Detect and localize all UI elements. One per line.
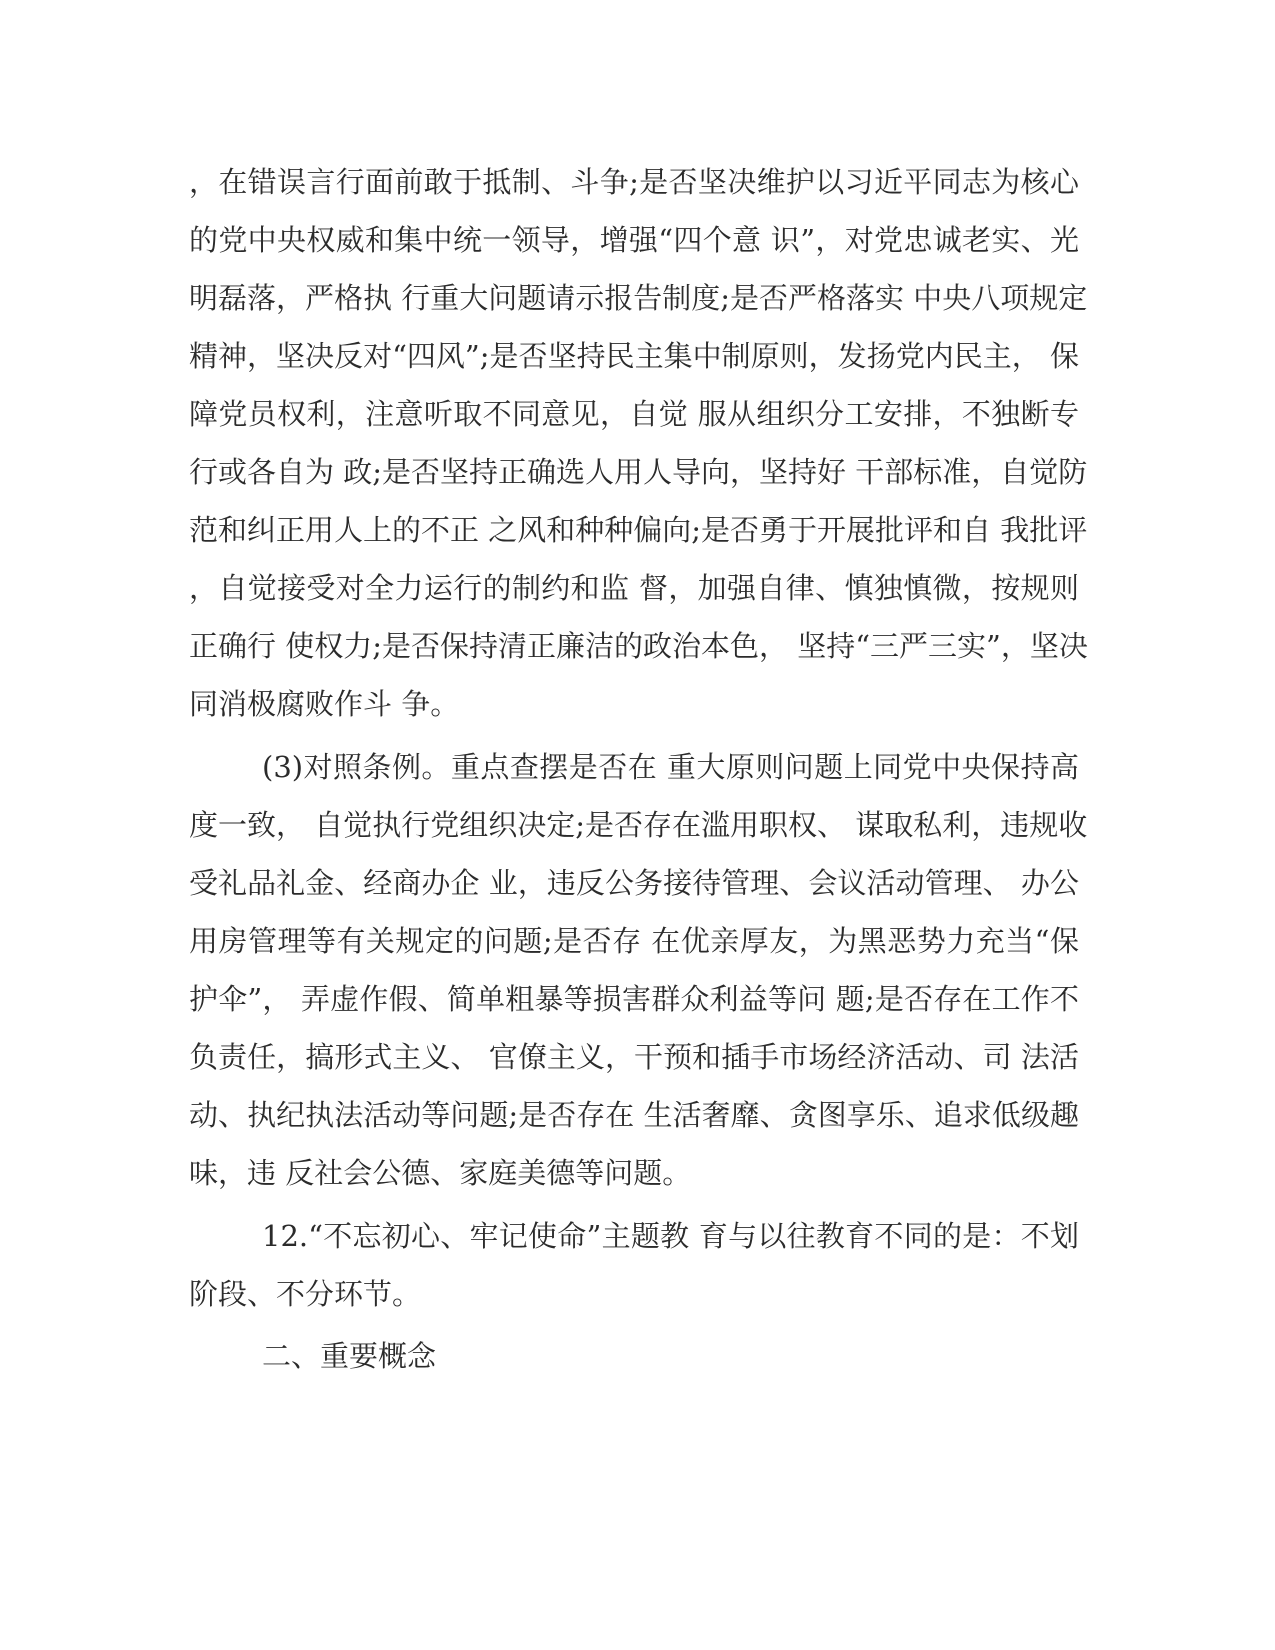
text-line: ，在错误言行面前敢于抵制、斗争;是否坚决维护以习近平同志为核心 <box>189 165 1079 199</box>
text-line: ，自觉接受对全力运行的制约和监 督，加强自律、慎独慎微，按规则 <box>189 571 1079 605</box>
text-line: 受礼品礼金、经商办企 业，违反公务接待管理、会议活动管理、 办公 <box>189 866 1079 900</box>
text-line: 行或各自为 政;是否坚持正确选人用人导向，坚持好 干部标准，自觉防 <box>189 455 1088 489</box>
text-line: 障党员权利，注意听取不同意见，自觉 服从组织分工安排，不独断专 <box>189 397 1079 431</box>
text-line: 明磊落，严格执 行重大问题请示报告制度;是否严格落实 中央八项规定 <box>189 281 1088 315</box>
text-line: 味，违 反社会公德、家庭美德等问题。 <box>189 1156 692 1190</box>
text-line: 范和纠正用人上的不正 之风和种种偏向;是否勇于开展批评和自 我批评 <box>189 513 1088 547</box>
text-line: 度一致， 自觉执行党组织决定;是否存在滥用职权、 谋取私利，违规收 <box>189 808 1088 842</box>
text-line: 同消极腐败作斗 争。 <box>189 687 460 721</box>
text-line: 护伞”， 弄虚作假、简单粗暴等损害群众利益等问 题;是否存在工作不 <box>189 982 1079 1016</box>
section-heading: 二、重要概念 <box>262 1339 437 1373</box>
text-line: 的党中央权威和集中统一领导，增强“四个意 识”，对党忠诚老实、光 <box>189 223 1079 257</box>
text-line: 动、执纪执法活动等问题;是否存在 生活奢靡、贪图享乐、追求低级趣 <box>189 1098 1079 1132</box>
text-line: 正确行 使权力;是否保持清正廉洁的政治本色， 坚持“三严三实”，坚决 <box>189 629 1088 663</box>
text-line: 用房管理等有关规定的问题;是否存 在优亲厚友，为黑恶势力充当“保 <box>189 924 1079 958</box>
text-line: 阶段、不分环节。 <box>189 1277 422 1311</box>
text-line: 12.“不忘初心、牢记使命”主题教 育与以往教育不同的是：不划 <box>262 1219 1079 1253</box>
text-line: 精神，坚决反对“四风”;是否坚持民主集中制原则，发扬党内民主， 保 <box>189 339 1079 373</box>
text-line: 负责任，搞形式主义、 官僚主义，干预和插手市场经济活动、司 法活 <box>189 1040 1079 1074</box>
text-line: (3)对照条例。重点查摆是否在 重大原则问题上同党中央保持高 <box>262 750 1079 784</box>
